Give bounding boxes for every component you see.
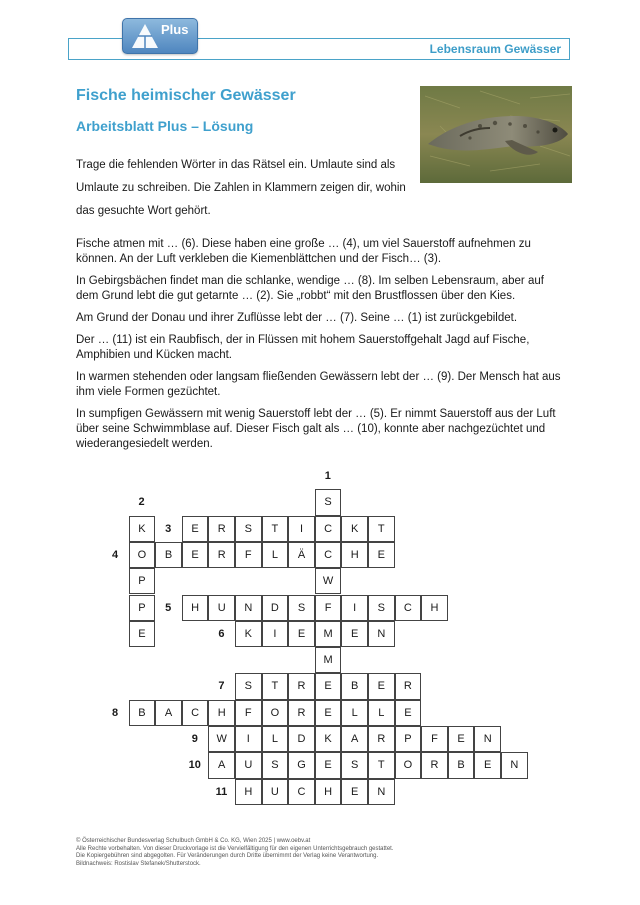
crossword-cell: D bbox=[262, 595, 289, 621]
crossword-cell: H bbox=[235, 779, 262, 805]
crossword-cell: E bbox=[448, 726, 475, 752]
clue-paragraph: In Gebirgsbächen findet man die schlanke, wendige … (8). Im selben Lebensraum, aber auf dem Grund lebt die gut getarnte … (2). Sie „robbt“ mit den Brustflossen über den Kies. bbox=[76, 275, 544, 302]
crossword-cell: P bbox=[129, 568, 156, 594]
crossword-cell: H bbox=[182, 595, 209, 621]
clue-number: 6 bbox=[218, 627, 225, 640]
crossword-cell: P bbox=[129, 595, 156, 621]
crossword-cell: H bbox=[208, 700, 235, 726]
clue-number: 3 bbox=[165, 522, 172, 535]
clue-paragraph: Der … (11) ist ein Raubfisch, der in Flüssen mit hohem Sauerstoffgehalt Jagd auf Fische, Amphibien und Kücken macht. bbox=[76, 334, 530, 361]
clue-list bbox=[76, 237, 568, 459]
crossword-cell: L bbox=[262, 542, 289, 568]
crossword-cell: E bbox=[474, 752, 501, 778]
crossword-cell: H bbox=[315, 779, 342, 805]
footer-line: Alle Rechte vorbehalten. Von dieser Druckvorlage ist die Vervielfältigung für den eigenen Unterrichtsgebrauch gestattet. bbox=[76, 845, 394, 852]
crossword-cell: G bbox=[288, 752, 315, 778]
publisher-logo bbox=[122, 18, 198, 54]
crossword-cell: H bbox=[341, 542, 368, 568]
crossword-cell: S bbox=[235, 516, 262, 542]
crossword-cell: A bbox=[155, 700, 182, 726]
crossword-cell: R bbox=[208, 516, 235, 542]
crossword-cell: A bbox=[341, 726, 368, 752]
crossword-cell: E bbox=[288, 621, 315, 647]
crossword-cell: T bbox=[368, 516, 395, 542]
crossword-cell: U bbox=[208, 595, 235, 621]
crossword-cell: T bbox=[262, 516, 289, 542]
clue-paragraph: In sumpfigen Gewässern mit wenig Sauerstoff lebt der … (5). Er nimmt Sauerstoff aus der Luft über seine Schwimmblase auf. Dieser Fisch galt als … (10), konnte aber nachgezüchtet und wiederangesiedelt werden. bbox=[76, 408, 556, 450]
crossword-cell: S bbox=[341, 752, 368, 778]
crossword-cell: K bbox=[235, 621, 262, 647]
fish-photo bbox=[420, 86, 572, 183]
crossword-cell: S bbox=[288, 595, 315, 621]
crossword-cell: P bbox=[395, 726, 422, 752]
crossword-cell: C bbox=[288, 779, 315, 805]
crossword-cell: E bbox=[368, 673, 395, 699]
crossword-cell: C bbox=[315, 542, 342, 568]
footer-line: © Österreichischer Bundesverlag Schulbuch GmbH & Co. KG, Wien 2025 | www.oebv.at bbox=[76, 838, 311, 844]
clue-number: 9 bbox=[191, 733, 198, 745]
crossword-cell: S bbox=[262, 752, 289, 778]
clue-paragraph: Fische atmen mit … (6). Diese haben eine große … (4), um viel Sauerstoff aufnehmen zu können. An der Luft verkleben die Kiemenblättchen und der Fisch… (3). bbox=[76, 238, 531, 265]
instructions: Trage die fehlenden Wörter in das Rätsel ein. Umlaute sind als Umlaute zu schreiben. Die Zahlen in Klammern zeigen dir, wohin das gesuchte Wort gehört. bbox=[76, 159, 406, 217]
crossword-cell: C bbox=[315, 516, 342, 542]
crossword-cell: M bbox=[315, 621, 342, 647]
crossword-cell: E bbox=[129, 621, 156, 647]
crossword-cell: I bbox=[288, 516, 315, 542]
crossword-cell: I bbox=[235, 726, 262, 752]
page-subtitle: Arbeitsblatt Plus – Lösung bbox=[76, 118, 254, 134]
crossword-cell: F bbox=[235, 700, 262, 726]
crossword-cell: F bbox=[315, 595, 342, 621]
crossword-cell: C bbox=[182, 700, 209, 726]
crossword-cell: K bbox=[341, 516, 368, 542]
crossword-cell: R bbox=[395, 673, 422, 699]
crossword-cell: L bbox=[368, 700, 395, 726]
clue-number: 10 bbox=[188, 759, 201, 772]
logo-text: Plus bbox=[161, 22, 189, 37]
crossword-cell: N bbox=[474, 726, 501, 752]
clue-number: 2 bbox=[138, 496, 145, 509]
crossword-cell: W bbox=[315, 568, 342, 594]
crossword-cell: R bbox=[208, 542, 235, 568]
crossword-cell: Ä bbox=[288, 542, 315, 568]
triangle-logo-icon bbox=[131, 23, 159, 49]
crossword-cell: K bbox=[129, 516, 156, 542]
crossword-cell: E bbox=[368, 542, 395, 568]
crossword-cell: U bbox=[235, 752, 262, 778]
crossword-cell: D bbox=[288, 726, 315, 752]
footer bbox=[76, 838, 556, 868]
clue-paragraph: Am Grund der Donau und ihrer Zuflüsse lebt der … (7). Seine … (1) ist zurückgebildet. bbox=[76, 312, 518, 324]
crossword-cell: L bbox=[341, 700, 368, 726]
crossword-cell: T bbox=[368, 752, 395, 778]
crossword-cell: L bbox=[262, 726, 289, 752]
clue-number: 4 bbox=[111, 548, 119, 561]
crossword-cell: F bbox=[235, 542, 262, 568]
section-title: Lebensraum Gewässer bbox=[429, 42, 561, 56]
clue-paragraph: In warmen stehenden oder langsam fließenden Gewässern lebt der … (9). Der Mensch hat aus ihm viele Formen gezüchtet. bbox=[76, 371, 561, 398]
clue-number: 1 bbox=[324, 470, 331, 482]
footer-line: Bildnachweis: Rostislav Stefanek/Shutterstock. bbox=[76, 860, 201, 867]
crossword-cell: R bbox=[368, 726, 395, 752]
crossword-cell: O bbox=[262, 700, 289, 726]
crossword-cell: N bbox=[235, 595, 262, 621]
crossword-cell: I bbox=[262, 621, 289, 647]
clue-number: 8 bbox=[111, 706, 119, 719]
crossword-cell: W bbox=[208, 726, 235, 752]
crossword-cell: E bbox=[395, 700, 422, 726]
crossword-cell: K bbox=[315, 726, 342, 752]
crossword-cell: F bbox=[421, 726, 448, 752]
crossword-cell: N bbox=[368, 621, 395, 647]
crossword-cell: E bbox=[315, 752, 342, 778]
crossword-cell: S bbox=[315, 489, 342, 515]
crossword-cell: M bbox=[315, 647, 342, 673]
crossword-cell: C bbox=[395, 595, 422, 621]
crossword-cell: O bbox=[129, 542, 156, 568]
crossword-cell: E bbox=[315, 700, 342, 726]
crossword-cell: B bbox=[341, 673, 368, 699]
crossword-cell: T bbox=[262, 673, 289, 699]
crossword-cell: B bbox=[129, 700, 156, 726]
crossword-cell: E bbox=[182, 542, 209, 568]
clue-number: 7 bbox=[218, 680, 225, 693]
crossword-cell: R bbox=[288, 700, 315, 726]
crossword-cell: E bbox=[315, 673, 342, 699]
crossword-cell: R bbox=[288, 673, 315, 699]
crossword-cell: R bbox=[421, 752, 448, 778]
crossword-cell: H bbox=[421, 595, 448, 621]
crossword-cell: E bbox=[182, 516, 209, 542]
crossword-cell: U bbox=[262, 779, 289, 805]
page-title: Fische heimischer Gewässer bbox=[76, 87, 296, 104]
crossword-cell: B bbox=[155, 542, 182, 568]
crossword-cell: N bbox=[368, 779, 395, 805]
crossword-cell: S bbox=[235, 673, 262, 699]
crossword-cell: I bbox=[341, 595, 368, 621]
crossword-cell: O bbox=[395, 752, 422, 778]
crossword-cell: B bbox=[448, 752, 475, 778]
crossword-cell: A bbox=[208, 752, 235, 778]
clue-number: 5 bbox=[165, 601, 172, 614]
clue-number: 11 bbox=[215, 785, 228, 798]
crossword-cell: S bbox=[368, 595, 395, 621]
crossword-cell: E bbox=[341, 621, 368, 647]
crossword-cell: E bbox=[341, 779, 368, 805]
footer-line: Die Kopiergebühren sind abgegolten. Für Veränderungen durch Dritte übernimmt der Verlag keine Verantwortung. bbox=[76, 853, 379, 860]
crossword-cell: N bbox=[501, 752, 528, 778]
